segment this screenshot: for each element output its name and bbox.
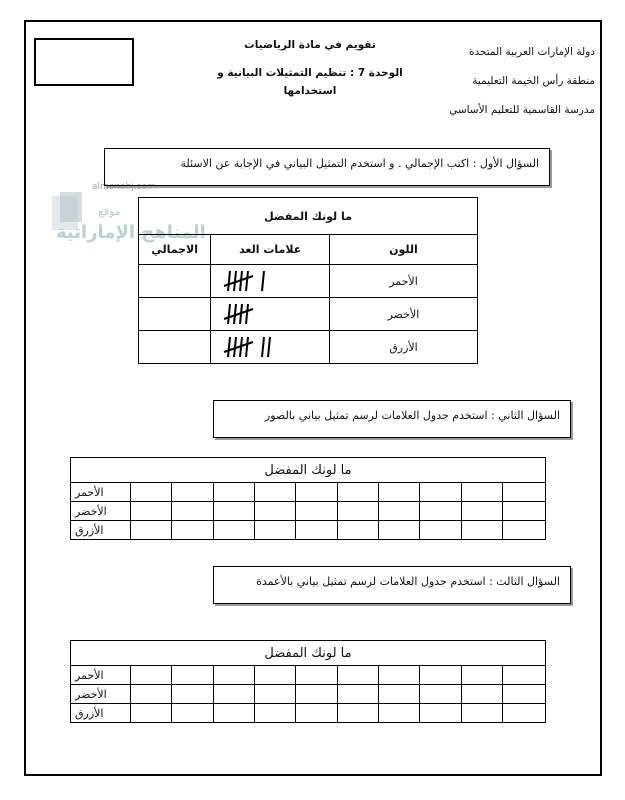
unit-line-1: الوحدة 7 : تنظيم التمثيلات البيانية و (217, 67, 403, 79)
grid-cell[interactable] (213, 685, 254, 704)
tally-stroke (228, 337, 230, 357)
tally-marks (211, 331, 330, 364)
grid-cell[interactable] (461, 704, 502, 723)
tally-stroke (246, 304, 248, 324)
grade-box (34, 38, 134, 86)
tally-marks (211, 265, 330, 298)
worksheet-title: تقويم في مادة الرياضيات (244, 39, 376, 51)
grid-cell[interactable] (420, 502, 461, 521)
grid-cell[interactable] (378, 521, 419, 540)
grid-row-label: الأحمر (71, 483, 131, 502)
grid-cell[interactable] (378, 666, 419, 685)
question-1-text: السؤال الأول : اكتب الإجمالي . و استخدم التمثيل البياني في الإجابة عن الاسئلة (180, 157, 539, 170)
grid-row-label: الأحمر (71, 666, 131, 685)
grid-cell[interactable] (378, 483, 419, 502)
question-1-box (104, 148, 550, 186)
grid-cell[interactable] (172, 483, 213, 502)
grid-cell[interactable] (296, 685, 337, 704)
tally-marks (211, 298, 330, 331)
grid-cell[interactable] (254, 521, 295, 540)
table-row (139, 298, 478, 331)
grid-row-label: الأزرق (71, 521, 131, 540)
grid-cell[interactable] (131, 666, 172, 685)
grid-row (71, 502, 546, 521)
grid-cell[interactable] (502, 704, 545, 723)
grid-cell[interactable] (172, 521, 213, 540)
grid-cell[interactable] (378, 685, 419, 704)
col-header-total: الاجمالي (139, 235, 211, 265)
tally-table-title: ما لونك المفضل (139, 198, 478, 235)
region-line: منطقة رأس الخيمة التعليمية (472, 75, 595, 87)
picture-graph-grid (70, 457, 546, 540)
watermark-url: almanahj.com (92, 182, 156, 192)
tally-stroke (228, 271, 230, 291)
color-label: الأخضر (329, 298, 477, 331)
bar-graph-title: ما لونك المفضل (71, 641, 546, 666)
grid-cell[interactable] (254, 502, 295, 521)
country-line: دولة الإمارات العربية المتحدة (468, 46, 595, 58)
grid-cell[interactable] (378, 704, 419, 723)
grid-cell[interactable] (337, 666, 378, 685)
grid-row (71, 685, 546, 704)
picture-graph-title: ما لونك المفضل (71, 458, 546, 483)
school-line: مدرسة القاسمية للتعليم الأساسي (449, 104, 595, 116)
grid-cell[interactable] (254, 483, 295, 502)
grid-cell[interactable] (461, 666, 502, 685)
grid-cell[interactable] (254, 666, 295, 685)
grid-cell[interactable] (172, 704, 213, 723)
total-answer-cell[interactable] (139, 298, 211, 331)
tally-marks-icon (220, 334, 320, 360)
grid-cell[interactable] (502, 521, 545, 540)
grid-cell[interactable] (131, 704, 172, 723)
tally-stroke (268, 337, 270, 357)
bar-graph-grid (70, 640, 546, 723)
grid-cell[interactable] (213, 521, 254, 540)
col-header-tally: علامات العد (211, 235, 330, 265)
grid-cell[interactable] (337, 704, 378, 723)
tally-marks-icon (220, 301, 320, 327)
grid-cell[interactable] (420, 521, 461, 540)
school-header (405, 38, 595, 125)
color-label: الأحمر (329, 265, 477, 298)
grid-cell[interactable] (461, 685, 502, 704)
grid-cell[interactable] (502, 502, 545, 521)
tally-stroke (262, 337, 264, 357)
grid-cell[interactable] (420, 685, 461, 704)
grid-row (71, 666, 546, 685)
question-2-box (213, 400, 571, 438)
grid-row (71, 704, 546, 723)
grid-cell[interactable] (461, 483, 502, 502)
grid-cell[interactable] (131, 521, 172, 540)
grid-row-label: الأزرق (71, 704, 131, 723)
question-3-box (213, 566, 571, 604)
tally-table (138, 197, 478, 364)
tally-stroke (228, 304, 230, 324)
total-answer-cell[interactable] (139, 331, 211, 364)
watermark-line-2: المناهج الإماراتية (56, 222, 206, 243)
grid-cell[interactable] (296, 704, 337, 723)
grid-cell[interactable] (213, 704, 254, 723)
color-label: الأزرق (329, 331, 477, 364)
grid-cell[interactable] (378, 502, 419, 521)
grid-cell[interactable] (420, 666, 461, 685)
grid-cell[interactable] (337, 521, 378, 540)
grid-row-label: الأخضر (71, 502, 131, 521)
grid-cell[interactable] (296, 521, 337, 540)
tally-stroke (246, 271, 248, 291)
grid-row (71, 483, 546, 502)
grid-cell[interactable] (420, 483, 461, 502)
question-3-text: السؤال الثالث : استخدم جدول العلامات لرسم تمثيل بياني بالأعمدة (256, 575, 560, 588)
grid-cell[interactable] (337, 502, 378, 521)
grid-cell[interactable] (172, 666, 213, 685)
unit-line-2: استخدامها (283, 85, 337, 97)
grid-cell[interactable] (296, 502, 337, 521)
grid-cell[interactable] (337, 483, 378, 502)
grid-cell[interactable] (420, 704, 461, 723)
grid-cell[interactable] (131, 483, 172, 502)
grid-cell[interactable] (131, 685, 172, 704)
grid-cell[interactable] (296, 666, 337, 685)
grid-cell[interactable] (172, 502, 213, 521)
worksheet-title-block (205, 36, 415, 100)
grid-cell[interactable] (213, 502, 254, 521)
tally-marks-icon (220, 268, 320, 294)
table-row (139, 265, 478, 298)
total-answer-cell[interactable] (139, 265, 211, 298)
grid-cell[interactable] (254, 704, 295, 723)
tally-stroke (246, 337, 248, 357)
grid-cell[interactable] (461, 521, 502, 540)
question-2-text: السؤال الثاني : استخدم جدول العلامات لرسم تمثيل بياني بالصور (264, 409, 560, 422)
grid-cell[interactable] (461, 502, 502, 521)
tally-stroke (262, 271, 264, 291)
grid-cell[interactable] (502, 483, 545, 502)
grid-row (71, 521, 546, 540)
grid-cell[interactable] (502, 666, 545, 685)
grid-cell[interactable] (337, 685, 378, 704)
grid-row-label: الأخضر (71, 685, 131, 704)
table-row (139, 331, 478, 364)
watermark-line-1: موقع (98, 205, 121, 218)
grid-cell[interactable] (172, 685, 213, 704)
grid-cell[interactable] (213, 666, 254, 685)
col-header-color: اللون (329, 235, 477, 265)
grid-cell[interactable] (296, 483, 337, 502)
grid-cell[interactable] (502, 685, 545, 704)
grid-cell[interactable] (254, 685, 295, 704)
grid-cell[interactable] (131, 502, 172, 521)
grid-cell[interactable] (213, 483, 254, 502)
